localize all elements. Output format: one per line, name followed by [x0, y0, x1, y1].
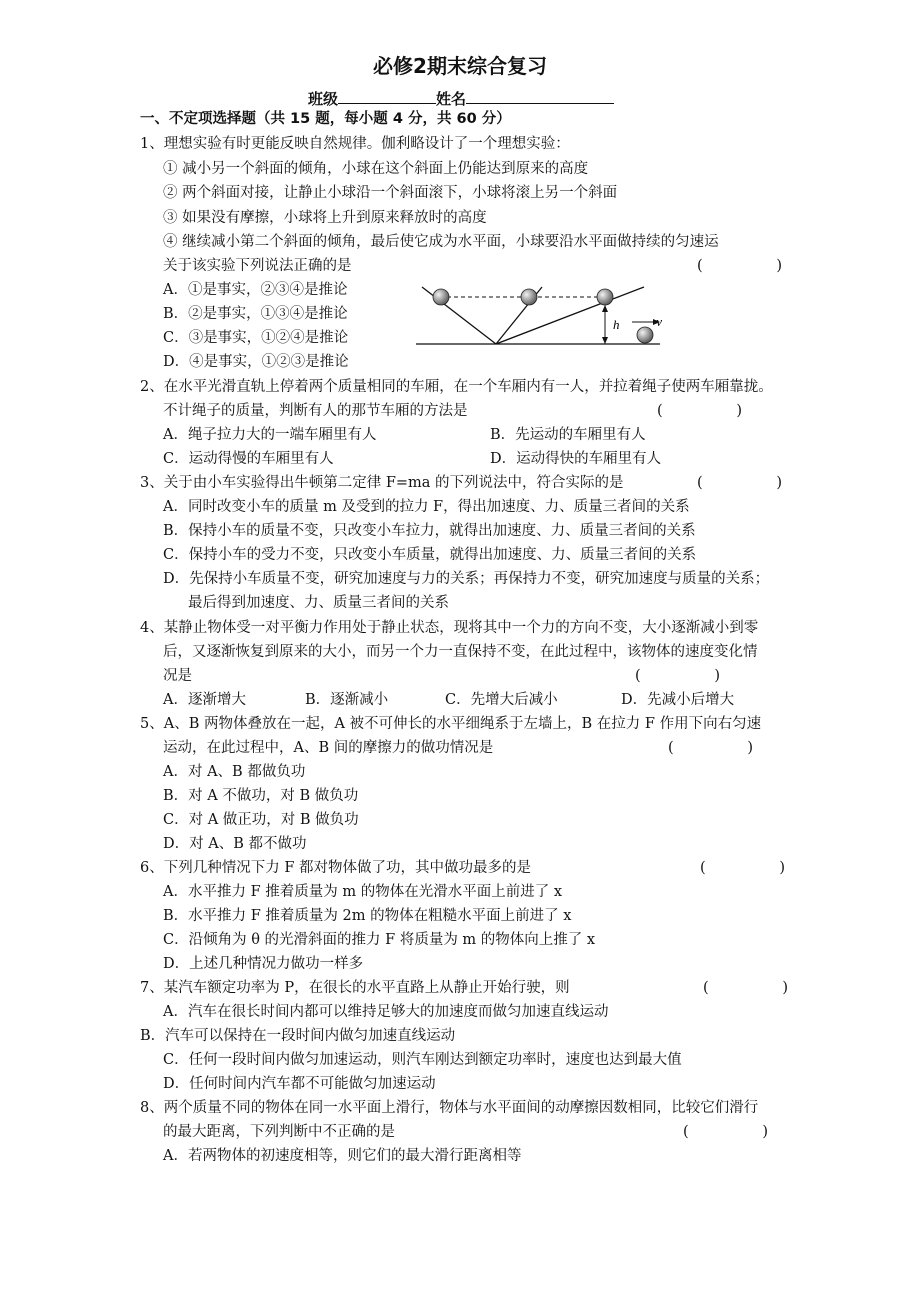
- q4-option-d: D．先减小后增大: [621, 692, 735, 708]
- q6-stem: 6、下列几种情况下力 F 都对物体做了功，其中做功最多的是: [140, 860, 532, 876]
- q1-option-c: C．③是事实，①②④是推论: [163, 330, 349, 346]
- q7-option-d: D．任何时间内汽车都不可能做匀加速运动: [163, 1076, 436, 1092]
- q4-option-c: C．先增大后减小: [445, 692, 558, 708]
- q1-statement-1: ① 减小另一个斜面的倾角，小球在这个斜面上仍能达到原来的高度: [163, 161, 589, 177]
- q8-stem-line1: 8、两个质量不同的物体在同一水平面上滑行，物体与水平面间的动摩擦因数相同，比较它们滑行: [140, 1100, 759, 1116]
- q5-option-c: C．对 A 做正功，对 B 做负功: [163, 812, 359, 828]
- q1-answer-blank[interactable]: ( ): [697, 258, 783, 274]
- q2-option-a: A．绳子拉力大的一端车厢里有人: [163, 427, 377, 443]
- q8-option-a: A．若两物体的初速度相等，则它们的最大滑行距离相等: [163, 1148, 522, 1164]
- q5-stem-line2: 运动，在此过程中，A、B 间的摩擦力的做功情况是: [163, 740, 494, 756]
- q1-option-d: D．④是事实，①②③是推论: [163, 354, 349, 370]
- q8-answer-blank[interactable]: ( ): [683, 1124, 769, 1140]
- q4-stem-line1: 4、某静止物体受一对平衡力作用处于静止状态，现将其中一个力的方向不变，大小逐渐减小到零: [140, 620, 759, 636]
- q7-option-b: B．汽车可以保持在一段时间内做匀加速直线运动: [140, 1028, 456, 1044]
- q2-stem-line1: 2、在水平光滑直轨上停着两个质量相同的车厢，在一个车厢内有一人，并拉着绳子使两车厢靠拢。: [140, 379, 773, 395]
- class-label: 班级: [308, 90, 339, 108]
- height-arrow-head-down: [602, 337, 608, 344]
- q1-stem: 1、理想实验有时更能反映自然规律。伽利略设计了一个理想实验：: [140, 136, 570, 152]
- q1-statement-4: ④ 继续减小第二个斜面的倾角，最后使它成为水平面，小球要沿水平面做持续的匀速运: [163, 234, 719, 250]
- q4-option-a: A．逐渐增大: [163, 692, 246, 708]
- q3-option-a: A．同时改变小车的质量 m 及受到的拉力 F，得出加速度、力、质量三者间的关系: [163, 499, 690, 515]
- q2-stem-line2: 不计绳子的质量，判断有人的那节车厢的方法是: [163, 403, 468, 419]
- height-arrow-head-up: [602, 305, 608, 312]
- q4-answer-blank[interactable]: ( ): [635, 668, 721, 684]
- q7-answer-blank[interactable]: ( ): [703, 980, 789, 996]
- label-h: h: [613, 317, 620, 332]
- q3-option-d-line1: D．先保持小车质量不变，研究加速度与力的关系；再保持力不变，研究加速度与质量的关系；: [163, 571, 770, 587]
- q2-option-c: C．运动得慢的车厢里有人: [163, 451, 334, 467]
- q1-option-a: A．①是事实，②③④是推论: [163, 282, 348, 298]
- q5-option-a: A．对 A、B 都做负功: [163, 764, 306, 780]
- q5-stem-line1: 5、A、B 两物体叠放在一起，A 被不可伸长的水平细绳系于左墙上，B 在拉力 F 作用下向右匀速: [140, 716, 762, 732]
- q1-option-b: B．②是事实，①③④是推论: [163, 306, 348, 322]
- q1-ask: 关于该实验下列说法正确的是: [163, 258, 352, 274]
- q4-stem-line2: 后，又逐渐恢复到原来的大小，而另一个力一直保持不变，在此过程中，该物体的速度变化情: [163, 644, 758, 660]
- name-label: 姓名: [436, 90, 467, 108]
- ball-rolling: [637, 327, 653, 343]
- ball-left: [433, 289, 449, 305]
- q2-option-d: D．运动得快的车厢里有人: [490, 451, 662, 467]
- inclined-plane-diagram: [412, 282, 662, 352]
- q5-answer-blank[interactable]: ( ): [668, 740, 754, 756]
- label-v: v: [656, 314, 662, 329]
- q2-answer-blank[interactable]: ( ): [657, 403, 743, 419]
- q4-option-b: B．逐渐减小: [305, 692, 389, 708]
- ball-right: [597, 289, 613, 305]
- q3-stem: 3、关于由小车实验得出牛顿第二定律 F=ma 的下列说法中，符合实际的是: [140, 475, 624, 491]
- section-heading: 一、不定项选择题（共 15 题，每小题 4 分，共 60 分）: [140, 111, 511, 127]
- q3-option-d-line2: 最后得到加速度、力、质量三者间的关系: [188, 595, 449, 611]
- q3-option-b: B．保持小车的质量不变，只改变小车拉力，就得出加速度、力、质量三者间的关系: [163, 523, 696, 539]
- q5-option-b: B．对 A 不做功，对 B 做负功: [163, 788, 359, 804]
- q6-option-b: B．水平推力 F 推着质量为 2m 的物体在粗糙水平面上前进了 x: [163, 908, 572, 924]
- q1-statement-2: ② 两个斜面对接，让静止小球沿一个斜面滚下，小球将滚上另一个斜面: [163, 185, 618, 201]
- q6-option-c: C．沿倾角为 θ 的光滑斜面的推力 F 将质量为 m 的物体向上推了 x: [163, 932, 596, 948]
- ball-middle: [521, 289, 537, 305]
- page-title: 必修2期末综合复习: [373, 54, 547, 78]
- q6-option-d: D．上述几种情况力做功一样多: [163, 956, 364, 972]
- class-blank[interactable]: [338, 89, 436, 104]
- q7-option-c: C．任何一段时间内做匀加速运动，则汽车刚达到额定功率时，速度也达到最大值: [163, 1052, 682, 1068]
- q5-option-d: D．对 A、B 都不做功: [163, 836, 307, 852]
- q4-stem-line3: 况是: [163, 668, 192, 684]
- class-name-line: [308, 88, 614, 109]
- q1-statement-3: ③ 如果没有摩擦，小球将上升到原来释放时的高度: [163, 210, 487, 226]
- q8-stem-line2: 的最大距离，下列判断中不正确的是: [163, 1124, 395, 1140]
- name-blank[interactable]: [466, 89, 614, 104]
- q7-stem: 7、某汽车额定功率为 P，在很长的水平直路上从静止开始行驶，则: [140, 980, 570, 996]
- q3-option-c: C．保持小车的受力不变，只改变小车质量，就得出加速度、力、质量三者间的关系: [163, 547, 697, 563]
- q6-answer-blank[interactable]: ( ): [700, 860, 786, 876]
- q6-option-a: A．水平推力 F 推着质量为 m 的物体在光滑水平面上前进了 x: [163, 884, 563, 900]
- q7-option-a: A．汽车在很长时间内都可以维持足够大的加速度而做匀加速直线运动: [163, 1004, 609, 1020]
- q2-option-b: B．先运动的车厢里有人: [490, 427, 646, 443]
- q3-answer-blank[interactable]: ( ): [697, 475, 783, 491]
